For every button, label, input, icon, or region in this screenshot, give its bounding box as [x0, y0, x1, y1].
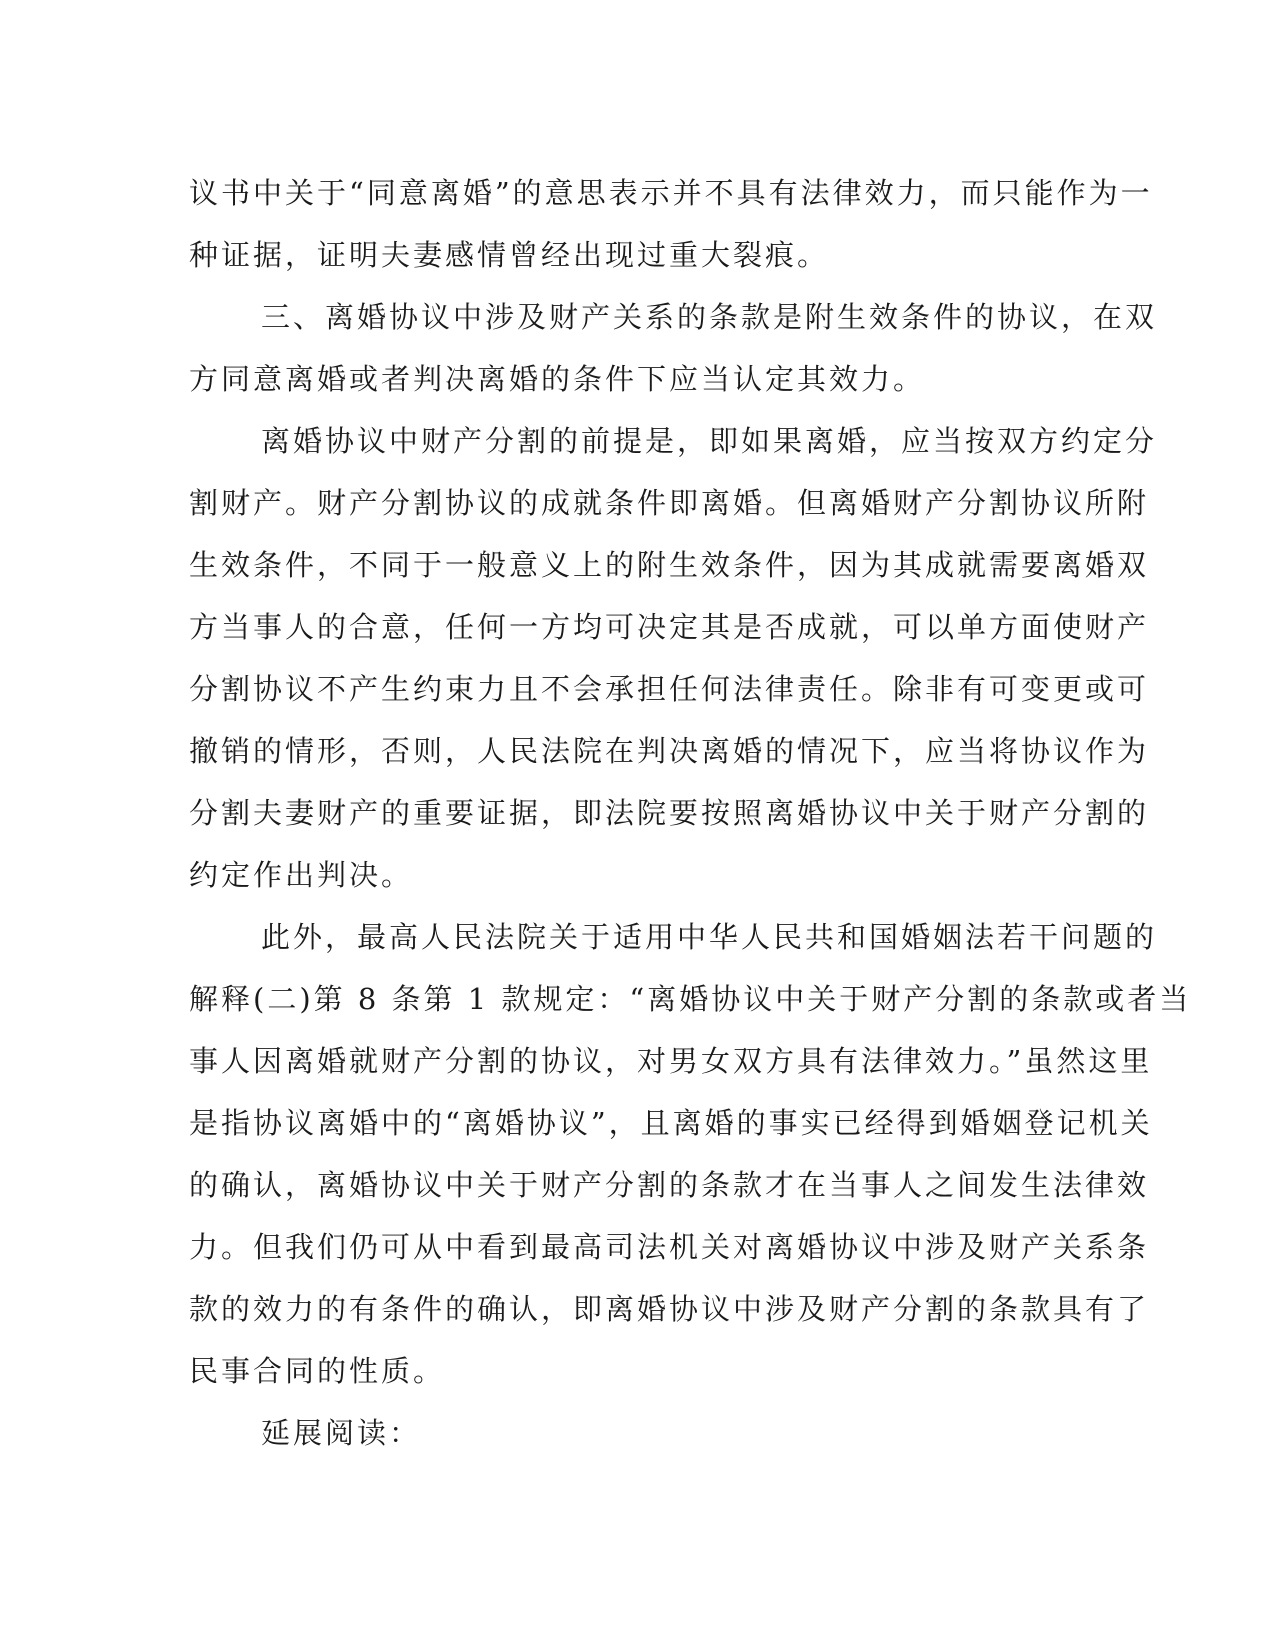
text-line: 种证据，证明夫妻感情曾经出现过重大裂痕。 [189, 238, 830, 272]
text-line: 力。但我们仍可从中看到最高司法机关对离婚协议中涉及财产关系条 [189, 1230, 1150, 1264]
text-line: 割财产。财产分割协议的成就条件即离婚。但离婚财产分割协议所附 [189, 486, 1150, 520]
text-line: 分割协议不产生约束力且不会承担任何法律责任。除非有可变更或可 [189, 672, 1150, 706]
text-line: 分割夫妻财产的重要证据，即法院要按照离婚协议中关于财产分割的 [189, 796, 1150, 830]
text-line: 方当事人的合意，任何一方均可决定其是否成就，可以单方面使财产 [189, 610, 1150, 644]
text-line: 议书中关于“同意离婚”的意思表示并不具有法律效力，而只能作为一 [189, 176, 1153, 210]
text-line: 的确认，离婚协议中关于财产分割的条款才在当事人之间发生法律效 [189, 1168, 1150, 1202]
text-line: 约定作出判决。 [189, 858, 414, 892]
text-line: 撤销的情形，否则，人民法院在判决离婚的情况下，应当将协议作为 [189, 734, 1150, 768]
document-body [189, 162, 1192, 1464]
text-line: 解释(二)第 8 条第 1 款规定：“离婚协议中关于财产分割的条款或者当 [189, 982, 1192, 1016]
text-line: 事人因离婚就财产分割的协议，对男女双方具有法律效力。”虽然这里 [189, 1044, 1153, 1078]
text-line: 三、离婚协议中涉及财产关系的条款是附生效条件的协议，在双 [261, 300, 1158, 334]
text-line: 此外，最高人民法院关于适用中华人民共和国婚姻法若干问题的 [261, 920, 1158, 954]
text-line: 生效条件，不同于一般意义上的附生效条件，因为其成就需要离婚双 [189, 548, 1150, 582]
further-reading-heading: 延展阅读： [261, 1416, 422, 1450]
text-line: 民事合同的性质。 [189, 1354, 446, 1388]
text-line: 是指协议离婚中的“离婚协议”，且离婚的事实已经得到婚姻登记机关 [189, 1106, 1153, 1140]
text-line: 方同意离婚或者判决离婚的条件下应当认定其效力。 [189, 362, 926, 396]
text-line: 离婚协议中财产分割的前提是，即如果离婚，应当按双方约定分 [261, 424, 1158, 458]
text-line: 款的效力的有条件的确认，即离婚协议中涉及财产分割的条款具有了 [189, 1292, 1150, 1326]
